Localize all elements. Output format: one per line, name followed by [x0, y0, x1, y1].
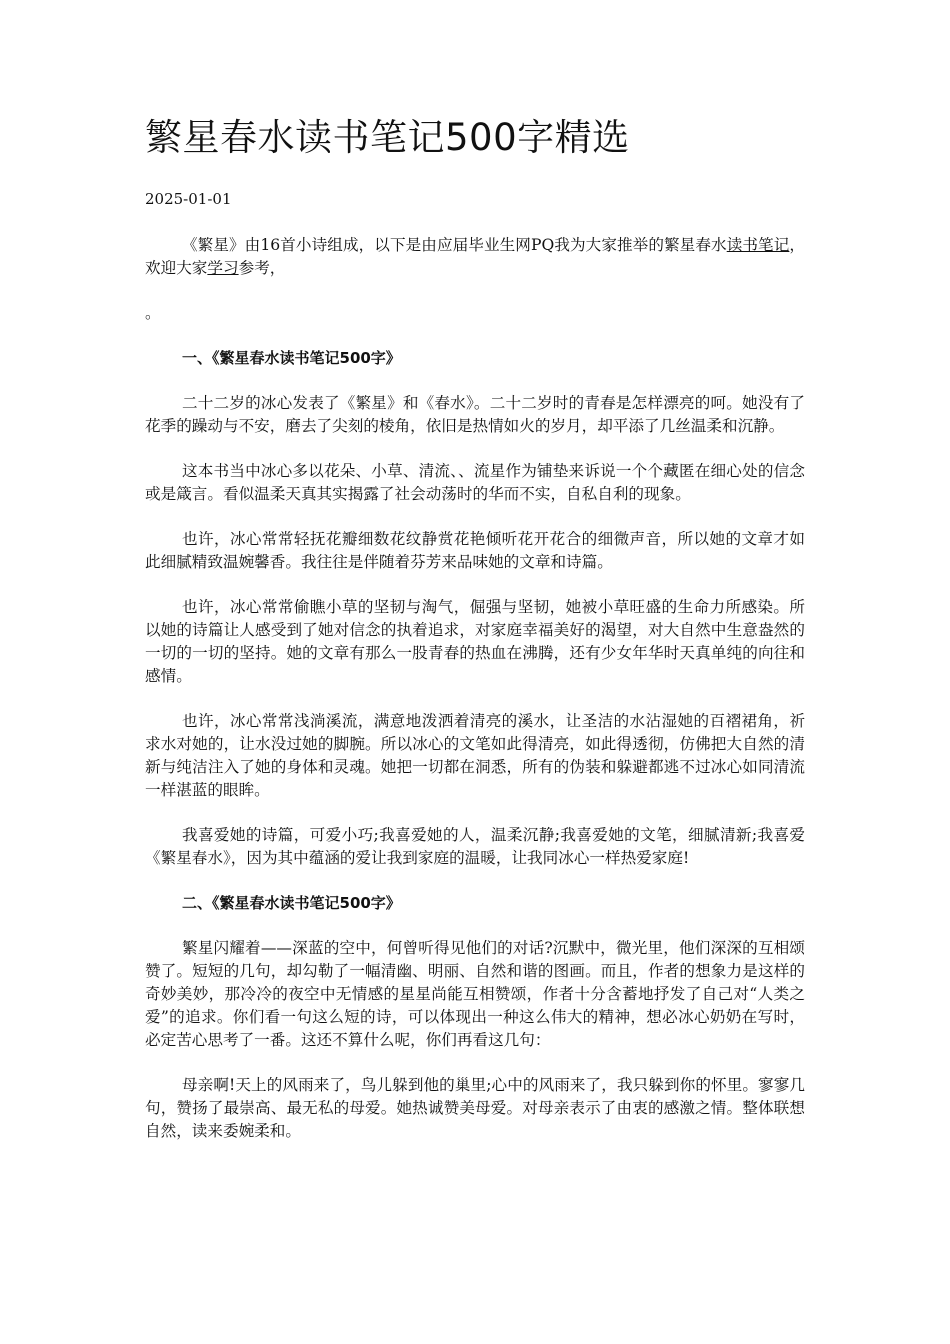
section-1-paragraph-1: 二十二岁的冰心发表了《繁星》和《春水》。二十二岁时的青春是怎样漂亮的呵。她没有了花季的躁动与不安，磨去了尖刻的棱角，依旧是热情如火的岁月，却平添了几丝温柔和沉静。 — [145, 394, 805, 435]
section-1-heading: 一、《繁星春水读书笔记500字》 — [182, 349, 401, 367]
intro-paragraph — [145, 234, 805, 280]
intro-text-2: ，欢迎大家 — [145, 236, 805, 277]
intro-text-1: 《繁星》由16首小诗组成，以下是由应届毕业生网PQ我为大家推举的繁星春水 — [182, 236, 727, 254]
document-page — [145, 112, 805, 1165]
section-1-paragraph-2: 这本书当中冰心多以花朵、小草、清流、、流星作为铺垫来诉说一个个藏匿在细心处的信念或是箴言。看似温柔天真其实揭露了社会动荡时的华而不实，自私自利的现象。 — [145, 462, 805, 503]
section-1-paragraph-6: 我喜爱她的诗篇，可爱小巧;我喜爱她的人，温柔沉静;我喜爱她的文笔，细腻清新;我喜爱《繁星春水》，因为其中蕴涵的爱让我到家庭的温暖，让我同冰心一样热爱家庭! — [145, 826, 805, 867]
link-study[interactable]: 学习 — [207, 259, 239, 277]
section-1-paragraph-3: 也许，冰心常常轻抚花瓣细数花纹静赏花艳倾听花开花合的细微声音，所以她的文章才如此细腻精致温婉馨香。我往往是伴随着芬芳来品味她的文章和诗篇。 — [145, 530, 805, 571]
section-1-paragraph-4: 也许，冰心常常偷瞧小草的坚韧与淘气，倔强与坚韧，她被小草旺盛的生命力所感染。所以她的诗篇让人感受到了她对信念的执着追求，对家庭幸福美好的渴望，对大自然中生意盎然的一切的一切的坚持。她的文章有那么一股青春的热血在沸腾，还有少女年华时天真单纯的向往和感情。 — [145, 598, 805, 685]
section-1-paragraph-5: 也许，冰心常常浅淌溪流，满意地泼洒着清亮的溪水，让圣洁的水沾湿她的百褶裙角，祈求水对她的，让水没过她的脚腕。所以冰心的文笔如此得清亮，如此得透彻，仿佛把大自然的清新与纯洁注入了她的身体和灵魂。她把一切都在洞悉，所有的伪装和躲避都逃不过冰心如同清流一样湛蓝的眼眸。 — [145, 712, 805, 799]
section-2-paragraph-1: 繁星闪耀着——深蓝的空中，何曾听得见他们的对话?沉默中，微光里，他们深深的互相颂赞了。短短的几句，却勾勒了一幅清幽、明丽、自然和谐的图画。而且，作者的想象力是这样的奇妙美妙，那冷冷的夜空中无情感的星星尚能互相赞颂，作者十分含蓄地抒发了自己对“人类之爱”的追求。你们看一句这么短的诗，可以体现出一种这么伟大的精神，想必冰心奶奶在写时，必定苦心思考了一番。这还不算什么呢，你们再看这几句： — [145, 939, 805, 1049]
intro-text-3: 参考， — [238, 259, 286, 277]
publish-date: 2025-01-01 — [145, 190, 232, 208]
section-2-heading: 二、《繁星春水读书笔记500字》 — [182, 894, 401, 912]
section-2-paragraph-2: 母亲啊!天上的风雨来了，鸟儿躲到他的巢里;心中的风雨来了，我只躲到你的怀里。寥寥几句，赞扬了最崇高、最无私的母爱。她热诚赞美母爱。对母亲表示了由衷的感激之情。整体联想自然，读来委婉柔和。 — [145, 1076, 805, 1140]
page-title: 繁星春水读书笔记500字精选 — [145, 116, 630, 159]
intro-dot: 。 — [145, 304, 161, 322]
link-reading-notes[interactable]: 读书笔记 — [726, 236, 790, 254]
